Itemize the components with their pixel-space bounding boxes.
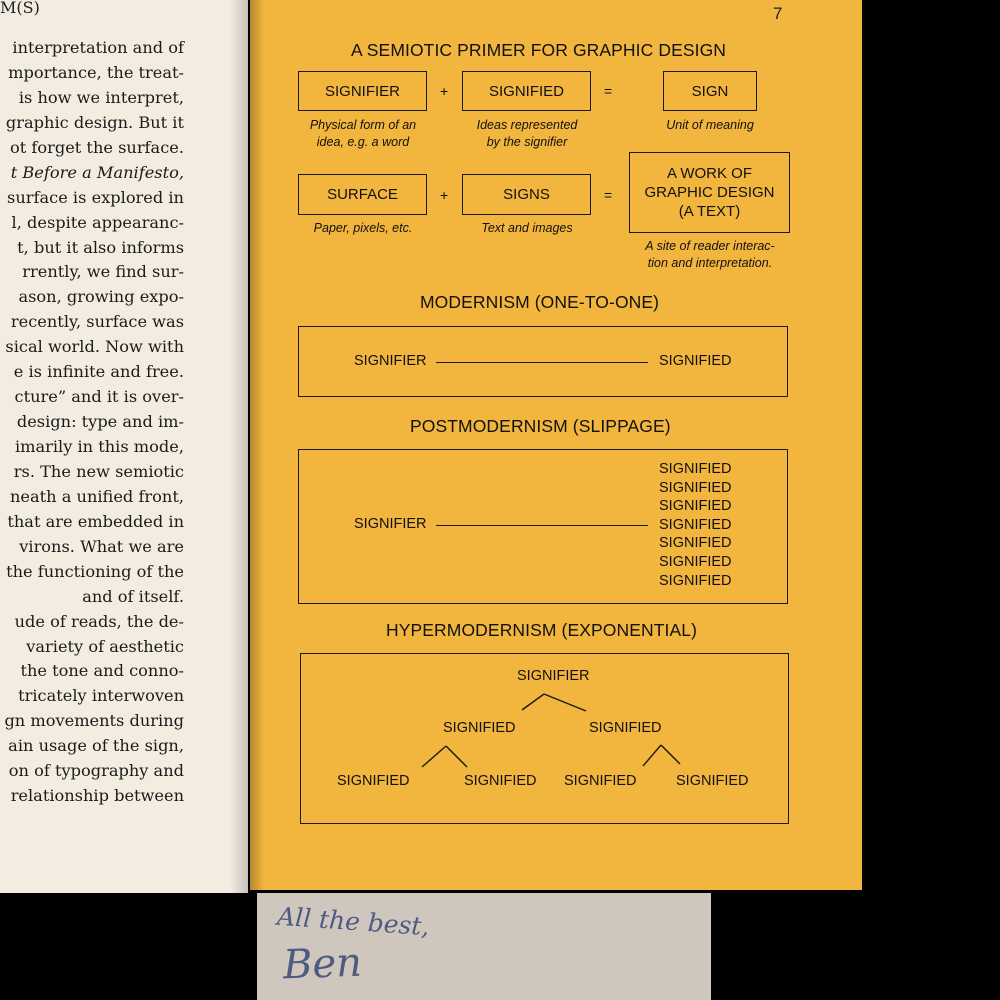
text-line: recently, surface was [10,312,184,332]
text-line: design: type and im- [16,412,184,432]
page-number: 7 [773,4,783,23]
work-caption: A site of reader interac- tion and interpretation. [645,239,775,270]
signified-label: SIGNIFIED [659,535,732,552]
text-line: tricately interwoven [18,686,184,706]
text-line: t Before a Manifesto, [10,162,184,182]
signifier-caption: Physical form of an idea, e.g. a word [309,118,417,149]
handwritten-note [257,893,711,1000]
work-of-graphic-design-box: A WORK OF GRAPHIC DESIGN (A TEXT) [629,152,790,233]
text-line: interpretation and of [12,38,184,57]
text-line: rs. The new semiotic [13,461,184,481]
signified-label: SIGNIFIED [659,516,732,533]
hypermodernism-diagram [300,653,789,824]
text-line: on of typography and [8,761,184,781]
signifier-label: SIGNIFIER [517,668,590,684]
text-line: cture” and it is over- [14,387,184,407]
connector-line [436,525,648,526]
modernism-diagram [298,326,788,397]
plus-operator: + [440,83,449,99]
signified-label: SIGNIFIED [464,773,537,789]
signifier-box: SIGNIFIER [298,71,427,111]
signified-label: SIGNIFIED [564,773,637,789]
text-line: virons. What we are [19,536,184,556]
postmodernism-title: POSTMODERNISM (SLIPPAGE) [410,416,671,436]
text-line: ain usage of the sign, [8,736,184,756]
signified-label: SIGNIFIED [659,479,732,496]
text-line: ason, growing expo- [18,287,184,307]
text-line: gn movements during [4,711,184,731]
note-signature: Ben [282,939,363,989]
text-line: sical world. Now with [5,337,184,357]
signified-box: SIGNIFIED [462,71,591,111]
signs-box: SIGNS [462,174,591,215]
postmodernism-diagram [298,449,788,604]
signified-label: SIGNIFIED [659,461,732,477]
left-page [0,0,248,893]
sign-caption: Unit of meaning [666,118,754,132]
text-line: neath a unified front, [10,486,184,506]
text-line: the functioning of the [6,561,184,581]
body-text [0,36,184,809]
signified-label: SIGNIFIED [659,572,732,589]
signified-list [659,461,732,591]
hypermodernism-title: HYPERMODERNISM (EXPONENTIAL) [386,620,698,640]
plus-operator: + [440,187,449,203]
right-page [250,0,862,890]
tree-branch [522,694,544,710]
signified-caption: Ideas represented by the signifier [476,118,578,149]
equals-operator: = [604,83,613,99]
tree-branch [422,746,446,767]
running-header: M(S) [0,0,40,17]
text-line: surface is explored in [7,187,184,207]
text-line: ot forget the surface. [9,137,184,157]
page-gutter-shadow [230,0,248,893]
text-line: and of itself. [82,586,184,606]
signified-label: SIGNIFIED [443,720,516,736]
equals-operator: = [604,187,613,203]
tree-branch [446,746,467,767]
signs-caption: Text and images [481,221,573,235]
text-line: relationship between [10,786,184,806]
signified-label: SIGNIFIED [337,773,410,789]
text-line: ude of reads, the de- [14,611,184,631]
primer-title: A SEMIOTIC PRIMER FOR GRAPHIC DESIGN [351,40,727,60]
tree-branch [661,745,680,764]
signified-label: SIGNIFIED [659,498,732,515]
text-line: graphic design. But it [5,112,184,132]
text-line: l, despite appearanc- [11,212,184,232]
tree-branch [643,745,661,766]
modernism-title: MODERNISM (ONE-TO-ONE) [420,292,660,312]
text-line: t, but it also informs [17,237,184,257]
text-line: is how we interpret, [18,87,184,107]
text-line: the tone and conno- [20,661,184,681]
text-line: e is infinite and free. [13,362,184,382]
signified-label: SIGNIFIED [659,353,732,369]
sign-box: SIGN [663,71,757,111]
signified-label: SIGNIFIED [589,720,662,736]
tree-branch [544,694,586,711]
note-greeting: All the best, [276,901,431,942]
signifier-label: SIGNIFIER [354,353,427,369]
signifier-label: SIGNIFIER [354,516,427,532]
signified-label: SIGNIFIED [659,553,732,570]
connector-line [436,362,648,363]
text-line: mportance, the treat- [8,62,184,82]
page-gutter-shadow [250,0,264,890]
text-line: imarily in this mode, [14,437,184,456]
surface-caption: Paper, pixels, etc. [313,221,413,235]
text-line: that are embedded in [7,511,184,531]
signified-label: SIGNIFIED [676,773,749,789]
text-line: rrently, we find sur- [22,262,184,282]
text-line: variety of aesthetic [26,636,184,656]
surface-box: SURFACE [298,174,427,215]
